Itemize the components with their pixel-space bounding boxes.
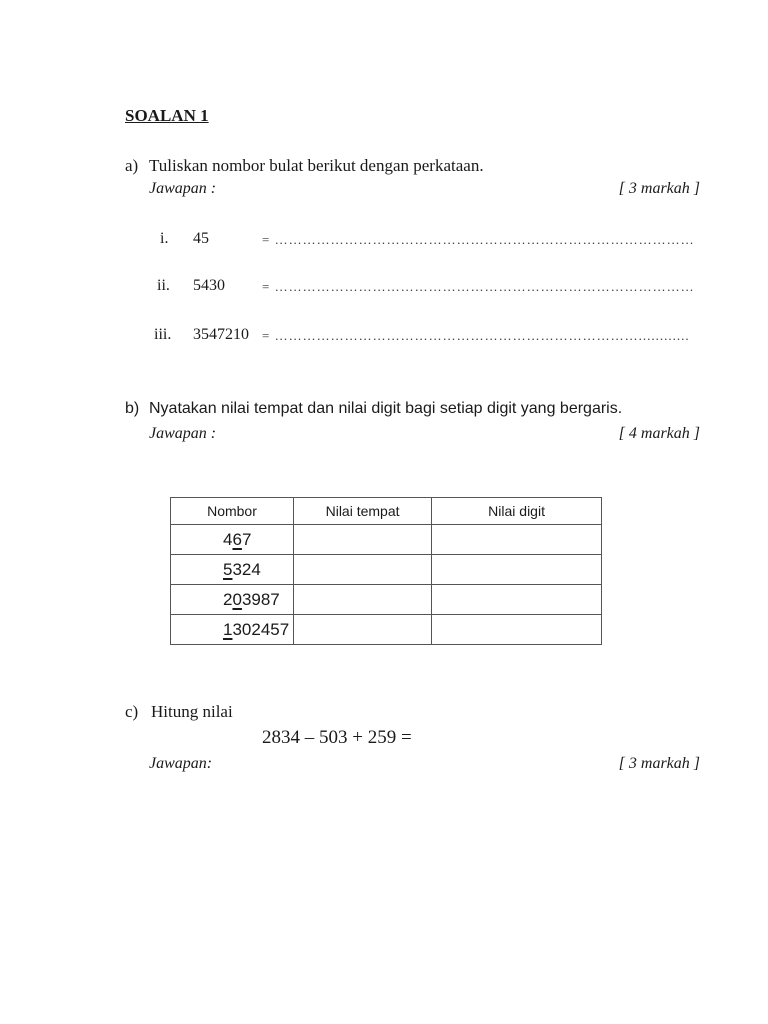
item-roman: iii.	[154, 326, 172, 343]
part-a-label: a)	[125, 156, 139, 175]
underlined-digit: 5	[223, 559, 233, 579]
nilai-tempat-cell[interactable]	[293, 525, 431, 555]
number-cell: 1302457	[171, 615, 294, 645]
nilai-digit-cell[interactable]	[432, 615, 602, 645]
answer-line[interactable]: = ………………………………………………………………………………	[262, 279, 695, 294]
table-row	[171, 615, 602, 645]
header-nilai-tempat: Nilai tempat	[293, 498, 431, 525]
table-header-row	[171, 498, 602, 525]
item-number: 45	[193, 230, 209, 247]
part-b-question: Nyatakan nilai tempat dan nilai digit bagi setiap digit yang bergaris.	[149, 400, 623, 417]
number-cell: 203987	[171, 585, 294, 615]
item-number: 3547210	[193, 326, 249, 343]
part-b-marks: [ 4 markah ]	[618, 425, 700, 442]
nilai-digit-cell[interactable]	[432, 525, 602, 555]
nilai-tempat-cell[interactable]	[293, 585, 431, 615]
table-row	[171, 555, 602, 585]
underlined-digit: 1	[223, 619, 233, 639]
nilai-tempat-cell[interactable]	[293, 555, 431, 585]
part-c-label: c)	[125, 702, 139, 721]
answer-line[interactable]: = ………………………………………………………………………………	[262, 232, 695, 247]
table-row	[171, 525, 602, 555]
item-roman: i.	[160, 230, 169, 247]
part-c-marks: [ 3 markah ]	[618, 755, 700, 772]
item-number: 5430	[193, 277, 225, 294]
part-a-marks: [ 3 markah ]	[618, 180, 700, 197]
table-row	[171, 585, 602, 615]
math-expression: 2834 – 503 + 259 =	[262, 727, 412, 748]
part-a-answer-label: Jawapan :	[149, 180, 217, 197]
nilai-tempat-cell[interactable]	[293, 615, 431, 645]
number-cell: 5324	[171, 555, 294, 585]
underlined-digit: 6	[232, 529, 242, 549]
header-nombor: Nombor	[171, 498, 294, 525]
place-value-table	[170, 497, 602, 645]
nilai-digit-cell[interactable]	[432, 555, 602, 585]
page-title: SOALAN 1	[125, 106, 209, 125]
answer-line[interactable]: = ……………………………………………………………………............	[262, 328, 690, 343]
header-nilai-digit: Nilai digit	[432, 498, 602, 525]
part-c-answer-label: Jawapan:	[149, 755, 213, 772]
part-c-question: Hitung nilai	[151, 702, 233, 721]
part-b-label: b)	[125, 400, 140, 417]
part-b-answer-label: Jawapan :	[149, 425, 217, 442]
item-roman: ii.	[157, 277, 170, 294]
number-cell: 467	[171, 525, 294, 555]
underlined-digit: 0	[232, 589, 242, 609]
nilai-digit-cell[interactable]	[432, 585, 602, 615]
part-a-question: Tuliskan nombor bulat berikut dengan perkataan.	[149, 156, 484, 175]
